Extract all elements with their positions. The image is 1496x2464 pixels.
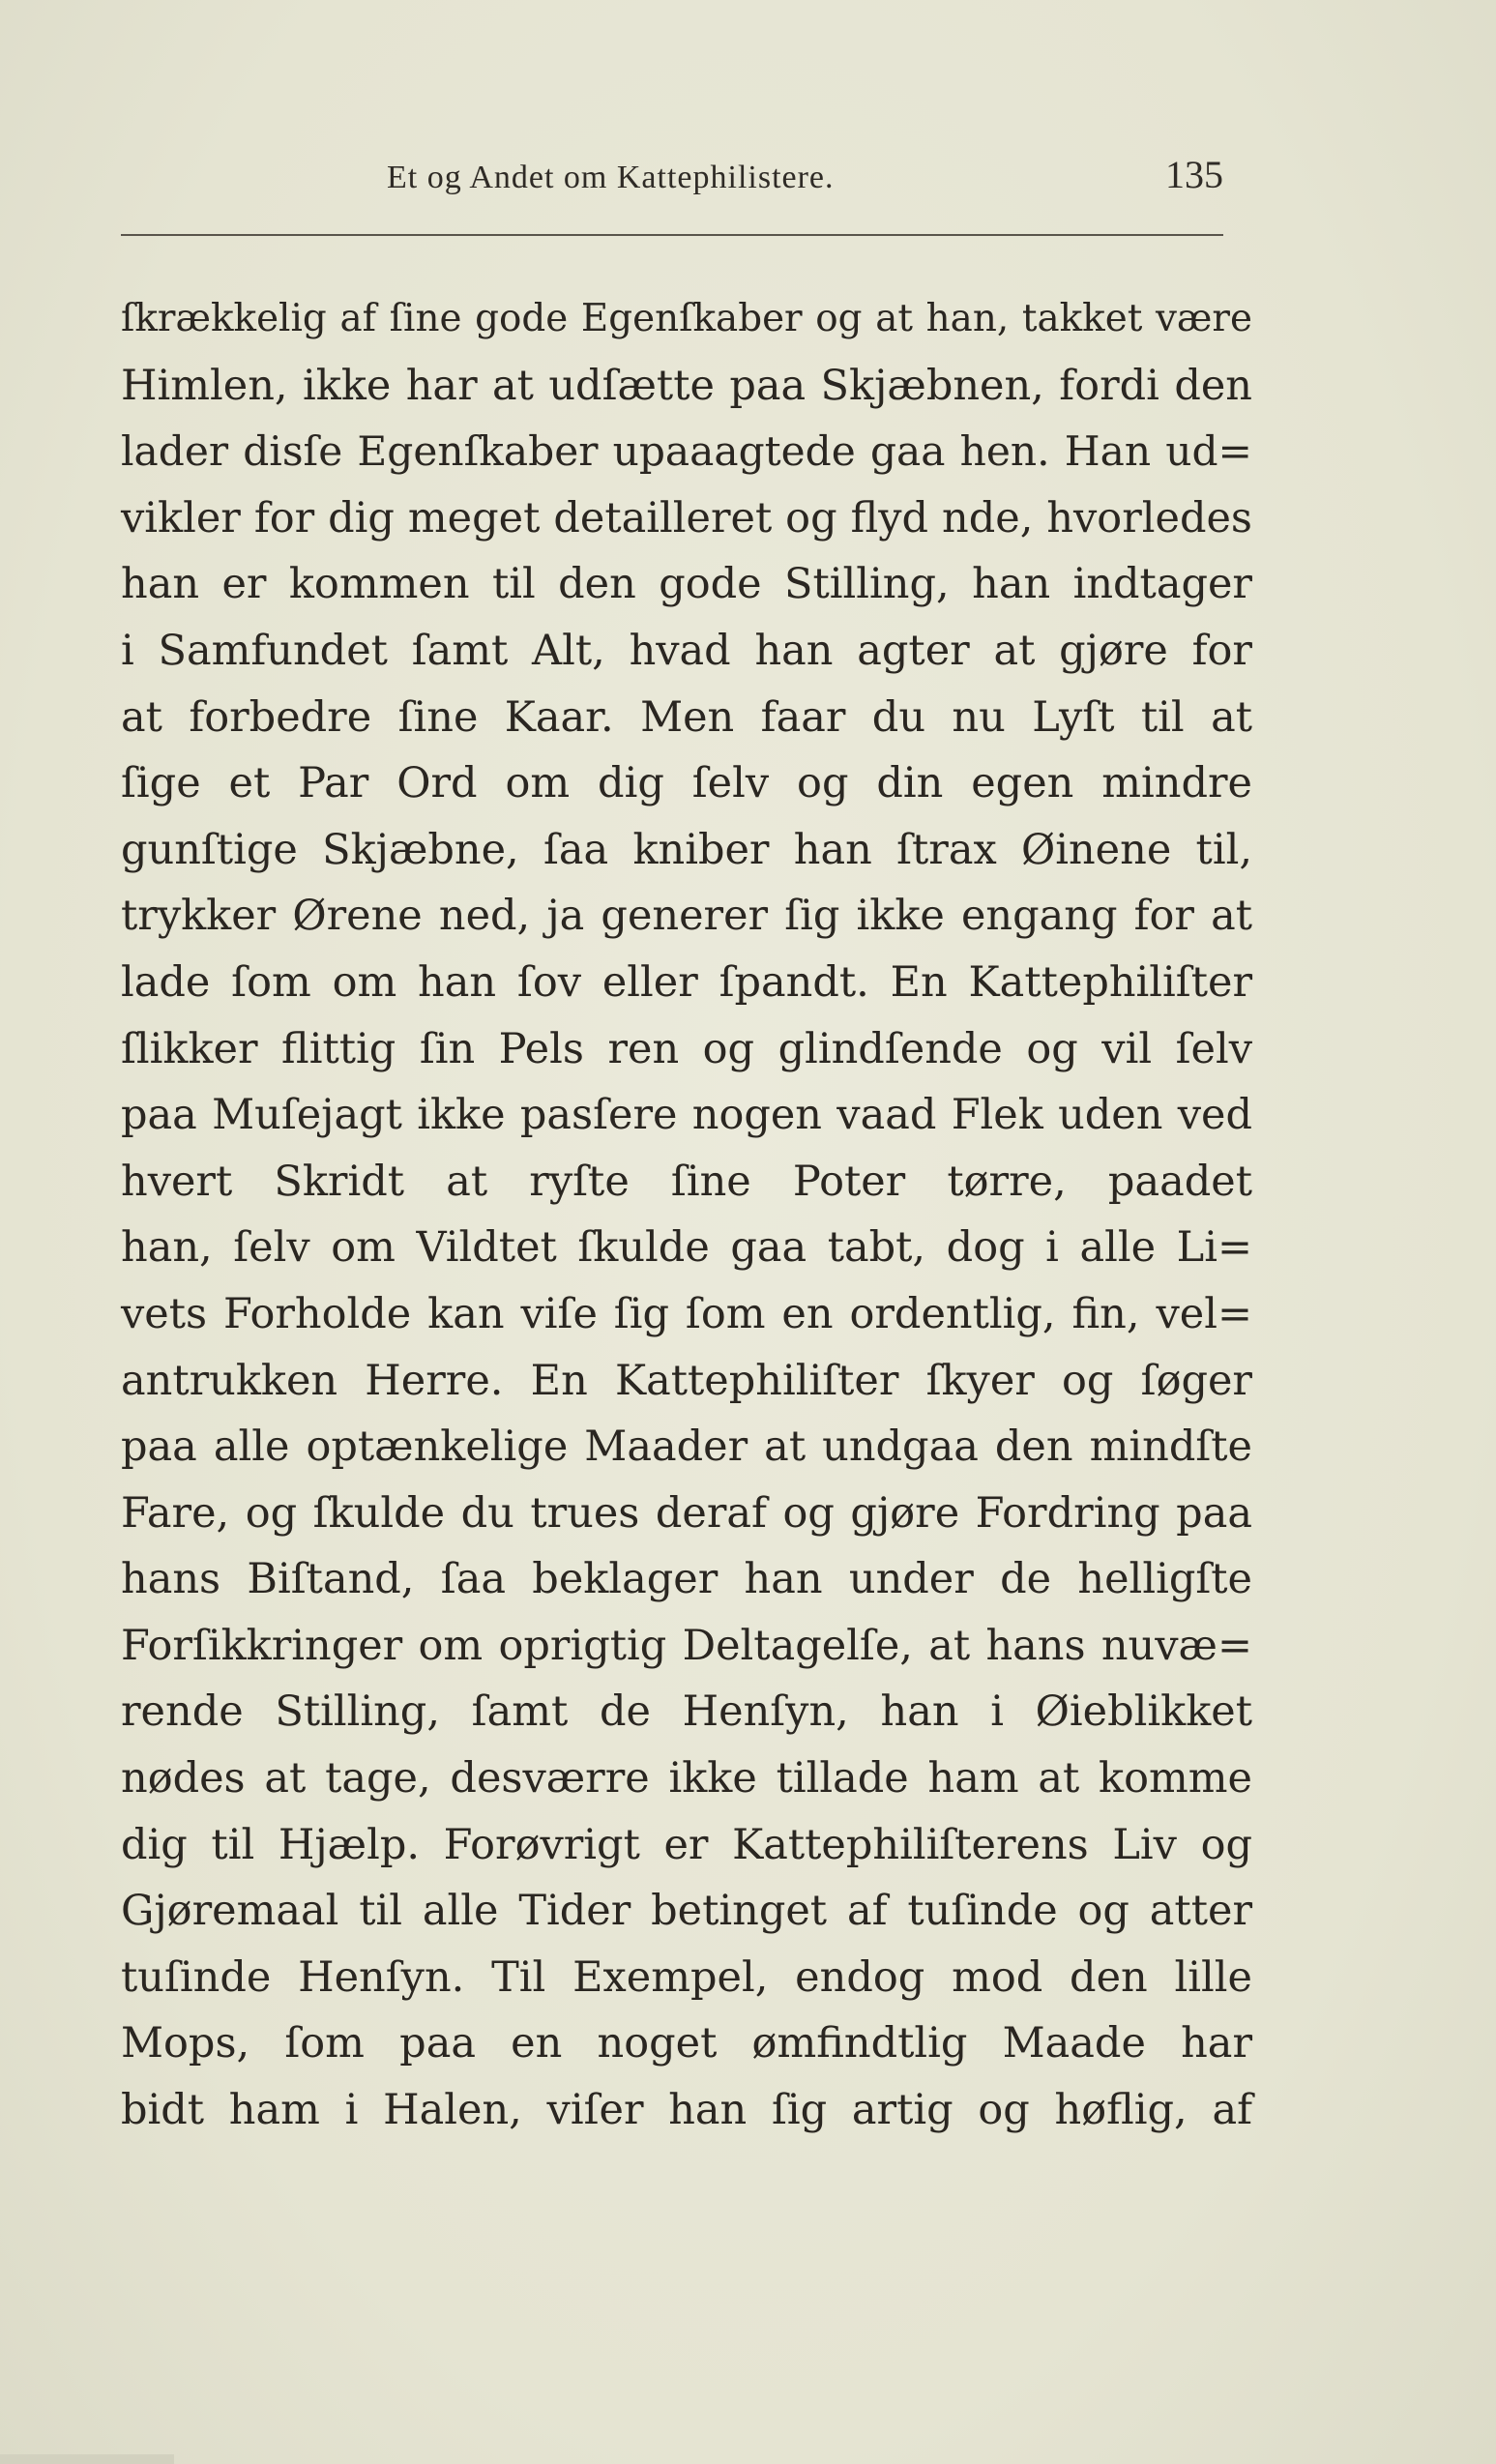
- text-line: tuſinde Henſyn. Til Exempel, endog mod den lille: [121, 1952, 1252, 2002]
- scan-edge-mark: [0, 2454, 174, 2464]
- text-line: bidt ham i Halen, viſer han ſig artig og høflig, af: [121, 2086, 1252, 2135]
- running-title: Et og Andet om Kattephilistere.: [387, 160, 835, 195]
- text-line: Forſikkringer om oprigtig Deltagelſe, at hans nuvæ=: [121, 1621, 1252, 1670]
- text-line: vikler for dig meget detailleret og flyd nde, hvorledes: [121, 493, 1252, 543]
- text-line: paa Muſejagt ikke pasſere nogen vaad Flek uden ved: [121, 1091, 1252, 1140]
- text-line: Gjøremaal til alle Tider betinget af tuſinde og atter: [121, 1887, 1252, 1936]
- text-line: han er kommen til den gode Stilling, han indtager: [121, 560, 1252, 609]
- running-head: [121, 153, 1223, 208]
- text-line: antrukken Herre. En Kattephiliſter ſkyer og ſøger: [121, 1356, 1252, 1405]
- text-line: at forbedre ſine Kaar. Men faar du nu Lyſt til at: [121, 692, 1252, 742]
- text-line: nødes at tage, desværre ikke tillade ham at komme: [121, 1754, 1252, 1804]
- body-text: [121, 286, 1252, 2144]
- text-line: paa alle optænkelige Maader at undgaa den mindſte: [121, 1423, 1252, 1472]
- text-line: Mops, ſom paa en noget ømfindtlig Maade har: [121, 2019, 1252, 2068]
- text-line: Fare, og ſkulde du trues deraf og gjøre Fordring paa: [121, 1488, 1252, 1538]
- text-line: ſlikker flittig ſin Pels ren og glindſende og vil ſelv: [121, 1024, 1252, 1073]
- text-line: gunſtige Skjæbne, ſaa kniber han ſtrax Øinene til,: [121, 825, 1252, 874]
- page-number: 135: [1165, 153, 1223, 196]
- text-line: Himlen, ikke har at udſætte paa Skjæbnen, fordi den: [121, 361, 1252, 410]
- text-line: hvert Skridt at ryſte ſine Poter tørre, paadet: [121, 1157, 1252, 1206]
- text-line: vets Forholde kan viſe ſig ſom en ordentlig, fin, vel=: [121, 1289, 1252, 1338]
- text-line: lader disſe Egenſkaber upaaagtede gaa hen. Han ud=: [121, 427, 1252, 476]
- text-line: rende Stilling, ſamt de Henſyn, han i Øieblikket: [121, 1687, 1252, 1737]
- text-line: ſige et Par Ord om dig ſelv og din egen mindre: [121, 759, 1252, 808]
- text-line: dig til Hjælp. Forøvrigt er Kattephiliſterens Liv og: [121, 1820, 1252, 1869]
- text-line: i Samfundet ſamt Alt, hvad han agter at gjøre for: [121, 626, 1252, 675]
- text-line: trykker Ørene ned, ja generer ſig ikke engang for at: [121, 892, 1252, 941]
- text-line: lade ſom om han ſov eller ſpandt. En Kattephiliſter: [121, 957, 1252, 1007]
- text-line: hans Biſtand, ſaa beklager han under de helligſte: [121, 1555, 1252, 1604]
- text-line: ſkrækkelig af ſine gode Egenſkaber og at han, takket være: [121, 297, 1252, 340]
- text-line: han, ſelv om Vildtet ſkulde gaa tabt, dog i alle Li=: [121, 1223, 1252, 1273]
- header-rule: [121, 234, 1223, 236]
